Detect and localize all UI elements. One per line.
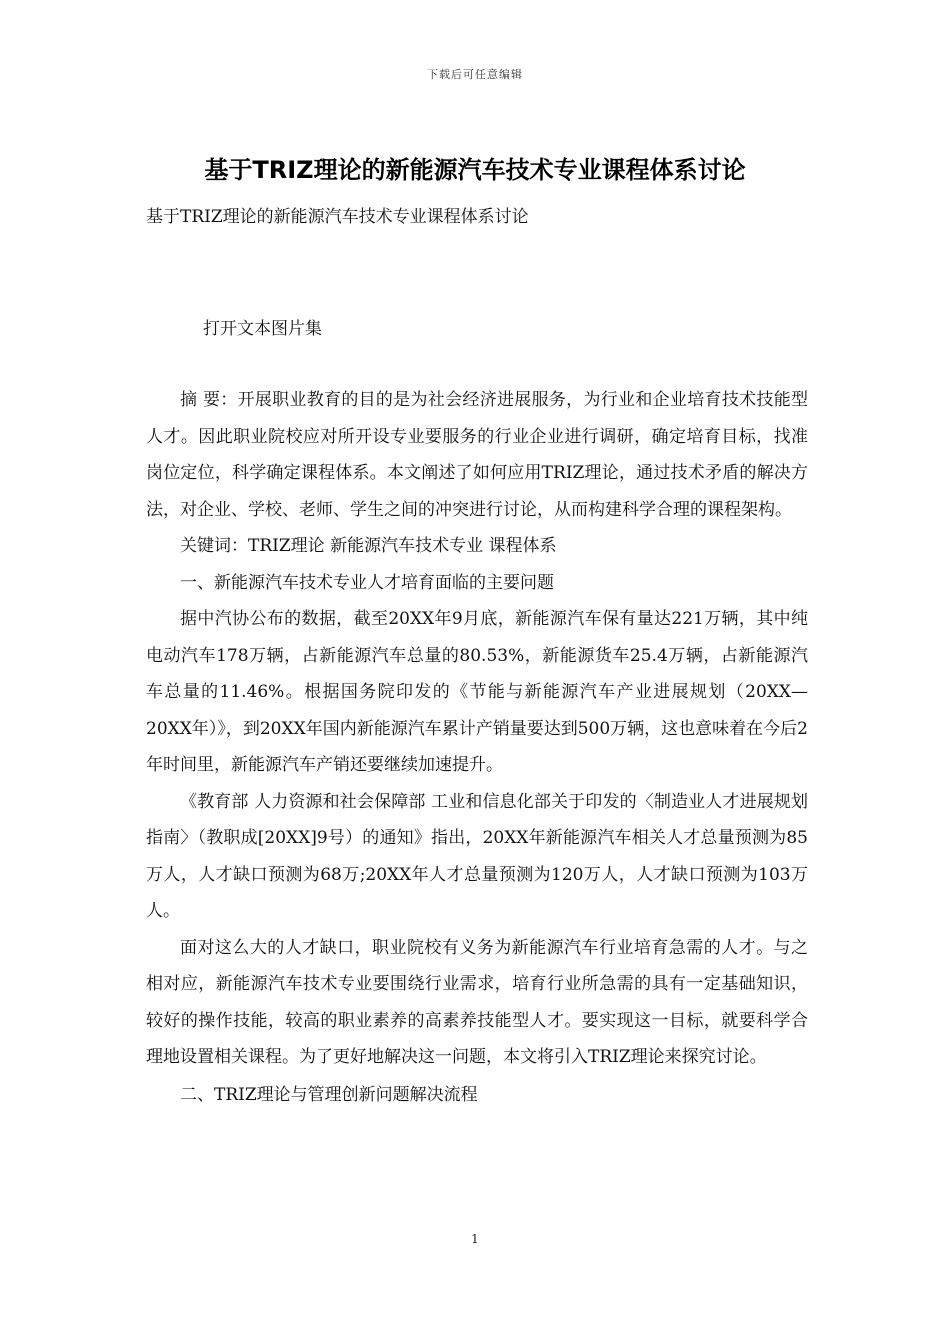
document-body (146, 382, 808, 1113)
section-heading-1: 一、新能源汽车技术专业人才培育面临的主要问题 (180, 572, 554, 593)
abstract-paragraph: 摘 要：开展职业教育的目的是为社会经济进展服务，为行业和企业培育技术技能型人才。因此职业院校应对所开设专业要服务的行业企业进行调研，确定培育目标，找准岗位定位，科学确定课程体系。本文阐述了如何应用TRIZ理论，通过技术矛盾的解决方法，对企业、学校、老师、学生之间的冲突进行讨论，从而构建科学合理的课程架构。 (146, 390, 808, 520)
body-paragraph: 据中汽协公布的数据，截至20XX年9月底，新能源汽车保有量达221万辆，其中纯电动汽车178万辆，占新能源汽车总量的80.53%，新能源货车25.4万辆，占新能源汽车总量的11.46%。根据国务院印发的《节能与新能源汽车产业进展规划（20XX—20XX年）》，到20XX年国内新能源汽车累计产销量要达到500万辆，这也意味着在今后2年时间里，新能源汽车产销还要继续加速提升。 (146, 609, 808, 775)
body-paragraph: 《教育部 人力资源和社会保障部 工业和信息化部关于印发的〈制造业人才进展规划指南〉（教职成[20XX]9号）的通知》指出，20XX年新能源汽车相关人才总量预测为85万人，人才缺口预测为68万;20XX年人才总量预测为120万人，人才缺口预测为103万人。 (146, 791, 808, 921)
page-header: 下载后可任意编辑 (427, 68, 523, 81)
body-paragraph: 面对这么大的人才缺口，职业院校有义务为新能源汽车行业培育急需的人才。与之相对应，新能源汽车技术专业要围绕行业需求，培育行业所急需的具有一定基础知识，较好的操作技能，较高的职业素养的高素养技能型人才。要实现这一目标，就要科学合理地设置相关课程。为了更好地解决这一问题，本文将引入TRIZ理论来探究讨论。 (146, 937, 808, 1067)
document-title: 基于TRIZ理论的新能源汽车技术专业课程体系讨论 (204, 156, 746, 184)
section-heading-2: 二、TRIZ理论与管理创新问题解决流程 (180, 1084, 478, 1105)
open-image-gallery-link[interactable]: 打开文本图片集 (203, 319, 322, 339)
keywords-paragraph: 关键词：TRIZ理论 新能源汽车技术专业 课程体系 (180, 536, 557, 556)
page-number: 1 (471, 1232, 479, 1246)
document-subtitle: 基于TRIZ理论的新能源汽车技术专业课程体系讨论 (146, 207, 529, 227)
